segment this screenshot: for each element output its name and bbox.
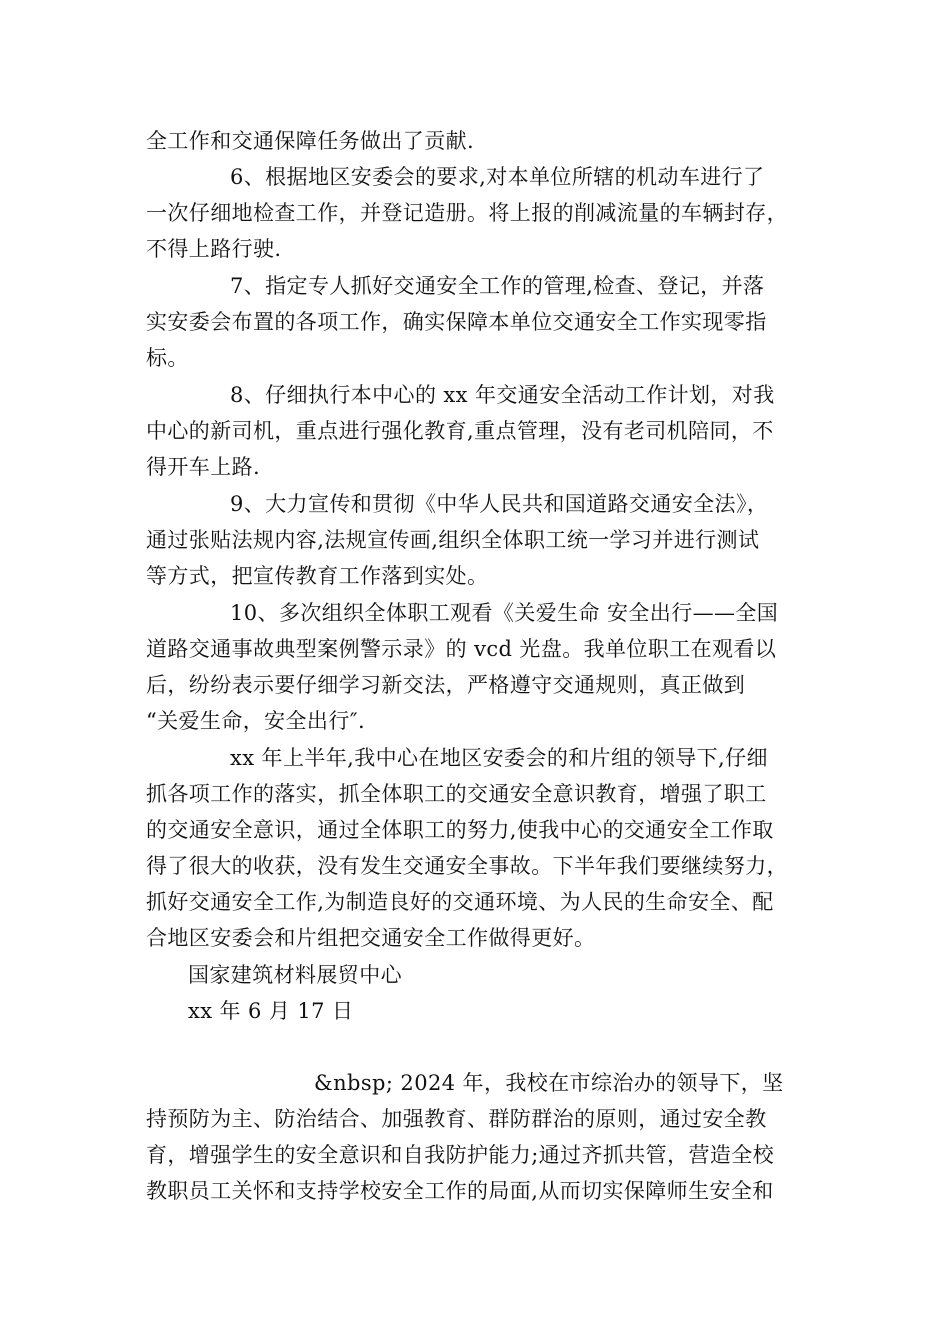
text-line: 抓好交通安全工作,为制造良好的交通环境、为人民的生命安全、配 xyxy=(146,890,774,914)
text-line: 实安委会布置的各项工作，确实保障本单位交通安全工作实现零指 xyxy=(146,310,767,334)
next-article-paragraph: &nbsp; 2024 年，我校在市综治办的领导下，坚 xyxy=(314,1071,784,1095)
text-line: 教职员工关怀和支持学校安全工作的局面,从而切实保障师生安全和 xyxy=(146,1179,774,1203)
text-line: 通过张贴法规内容,法规宣传画,组织全体职工统一学习并进行测试 xyxy=(146,528,760,552)
text-line: 的交通安全意识，通过全体职工的努力,使我中心的交通安全工作取 xyxy=(146,818,774,842)
text-line: 全工作和交通保障任务做出了贡献. xyxy=(146,129,475,153)
text-line: 道路交通事故典型案例警示录》的 vcd 光盘。我单位职工在观看以 xyxy=(146,637,777,661)
text-line: 持预防为主、防治结合、加强教育、群防群治的原则，通过安全教 xyxy=(146,1107,767,1131)
paragraph-item-9: 9、大力宣传和贯彻《中华人民共和国道路交通安全法》， xyxy=(230,492,769,516)
paragraph-item-7: 7、指定专人抓好交通安全工作的管理,检查、登记，并落 xyxy=(230,274,765,298)
text-line: 中心的新司机，重点进行强化教育,重点管理，没有老司机陪同，不 xyxy=(146,419,774,443)
text-line: 合地区安委会和片组把交通安全工作做得更好。 xyxy=(146,926,596,950)
paragraph-item-10: 10、多次组织全体职工观看《关爱生命 安全出行——全国 xyxy=(230,601,779,625)
text-line: 育，增强学生的安全意识和自我防护能力;通过齐抓共管，营造全校 xyxy=(146,1143,775,1167)
signature-organization: 国家建筑材料展贸中心 xyxy=(188,963,402,987)
text-line: 抓各项工作的落实，抓全体职工的交通安全意识教育，增强了职工 xyxy=(146,782,767,806)
summary-paragraph: xx 年上半年,我中心在地区安委会的和片组的领导下,仔细 xyxy=(230,746,768,770)
text-line: “关爱生命，安全出行″. xyxy=(146,709,366,733)
text-line: 得了很大的收获，没有发生交通安全事故。下半年我们要继续努力， xyxy=(146,854,788,878)
text-line: 等方式，把宣传教育工作落到实处。 xyxy=(146,564,489,588)
text-line: 得开车上路. xyxy=(146,455,261,479)
text-line: 一次仔细地检查工作，并登记造册。将上报的削减流量的车辆封存， xyxy=(146,201,788,225)
text-line: 标。 xyxy=(146,346,189,370)
text-line: 不得上路行驶. xyxy=(146,237,282,261)
paragraph-item-8: 8、仔细执行本中心的 xx 年交通安全活动工作计划，对我 xyxy=(230,383,775,407)
paragraph-item-6: 6、根据地区安委会的要求,对本单位所辖的机动车进行了 xyxy=(230,165,765,189)
text-line: 后，纷纷表示要仔细学习新交法，严格遵守交通规则，真正做到 xyxy=(146,673,746,697)
signature-date: xx 年 6 月 17 日 xyxy=(188,999,354,1023)
